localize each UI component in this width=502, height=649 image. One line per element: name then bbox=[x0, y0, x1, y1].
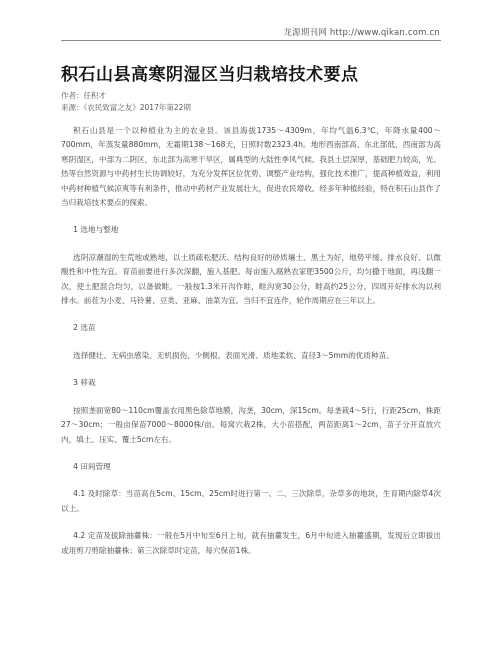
article-source: 来源：《农民致富之友》2017年第22期 bbox=[61, 103, 191, 112]
section-heading: 1 选地与整地 bbox=[73, 225, 119, 235]
article-body bbox=[61, 124, 441, 571]
site-header[interactable]: 龙源期刊网 http://www.qikan.com.cn bbox=[283, 28, 440, 38]
paragraph: 4.2 定苗及拔除抽薹株：一般在5月中旬至6月上旬，就有抽薹发生，6月中旬进入抽薹盛期，发现后立即拔出或用剪刀剪除抽薹株；第三次除草时定苗，每穴保苗1株。 bbox=[61, 531, 441, 555]
paragraph: 4.1 及时除草：当苗高在5cm、15cm、25cm时进行第一、二、三次除草，杂草多的地块，生育期内除草4次以上。 bbox=[61, 489, 441, 513]
article-author: 作者：任积才 bbox=[61, 91, 106, 100]
section-heading: 4 田间管理 bbox=[73, 461, 111, 471]
paragraph-intro: 积石山县是一个以种植业为主的农业县。该县海拔1735～4309m，年均气温6.3℃，年降水量400～700mm，年蒸发量880mm，无霜期138～168天，日照时数2323.4h。地形西南部高、东北部低，西南部为高寒阴湿区，中部为二阴区，东北部为高寒干旱区，属典型的大陆性季风气候。我县土层深厚，基础肥力较高，光、热等自然资源与中药材生长协调较好，为充分发挥区位优势，调整产业结构，强化技术推广，提高种植效益，利用中药材种植气候凉爽等有利条件，推动中药材产业发展壮大，促进农民增收。经多年种植经验，特在积石山县作了当归栽培技术要点的探索。 bbox=[61, 126, 441, 208]
paragraph: 选择健壮、无病虫感染、无机损伤、少侧根、表面光滑、质地柔软、直径3～5mm的优质种苗。 bbox=[73, 350, 394, 360]
section-heading: 2 选苗 bbox=[73, 323, 96, 333]
article-title: 积石山县高寒阴湿区当归栽培技术要点 bbox=[61, 65, 359, 85]
section-heading: 3 移栽 bbox=[73, 378, 96, 388]
paragraph: 选阴凉潮湿的生荒地或熟地，以土质疏松肥沃、结构良好的砂质壤土、黑土为好，地势平缓、排水良好、以微酸性和中性为宜。育苗前要进行多次深翻，施入基肥。每亩施入腐熟农家肥3500公斤，均匀撒于地面，再浅翻一次，使土肥混合均匀，以备做畦。一般按1.3米开沟作畦，畦沟宽30公分，畦高约25公分，四周开好排水沟以利排水。前茬为小麦、马铃薯、豆类、亚麻、油菜为宜。当归不宜连作，轮作周期应在三年以上。 bbox=[61, 252, 441, 306]
paragraph: 按照垄面宽80～110cm覆盖农用黑色除草地膜，沟垄，30cm，深15cm。每垄栽4～5行，行距25cm，株距27～30cm；一般亩保苗7000～8000株/亩。每窝穴栽2株，大小苗搭配，两苗距离1～2cm，苗子分开直放穴内，填土、压实、覆土5cm左右。 bbox=[61, 405, 441, 444]
header-divider bbox=[61, 40, 441, 41]
